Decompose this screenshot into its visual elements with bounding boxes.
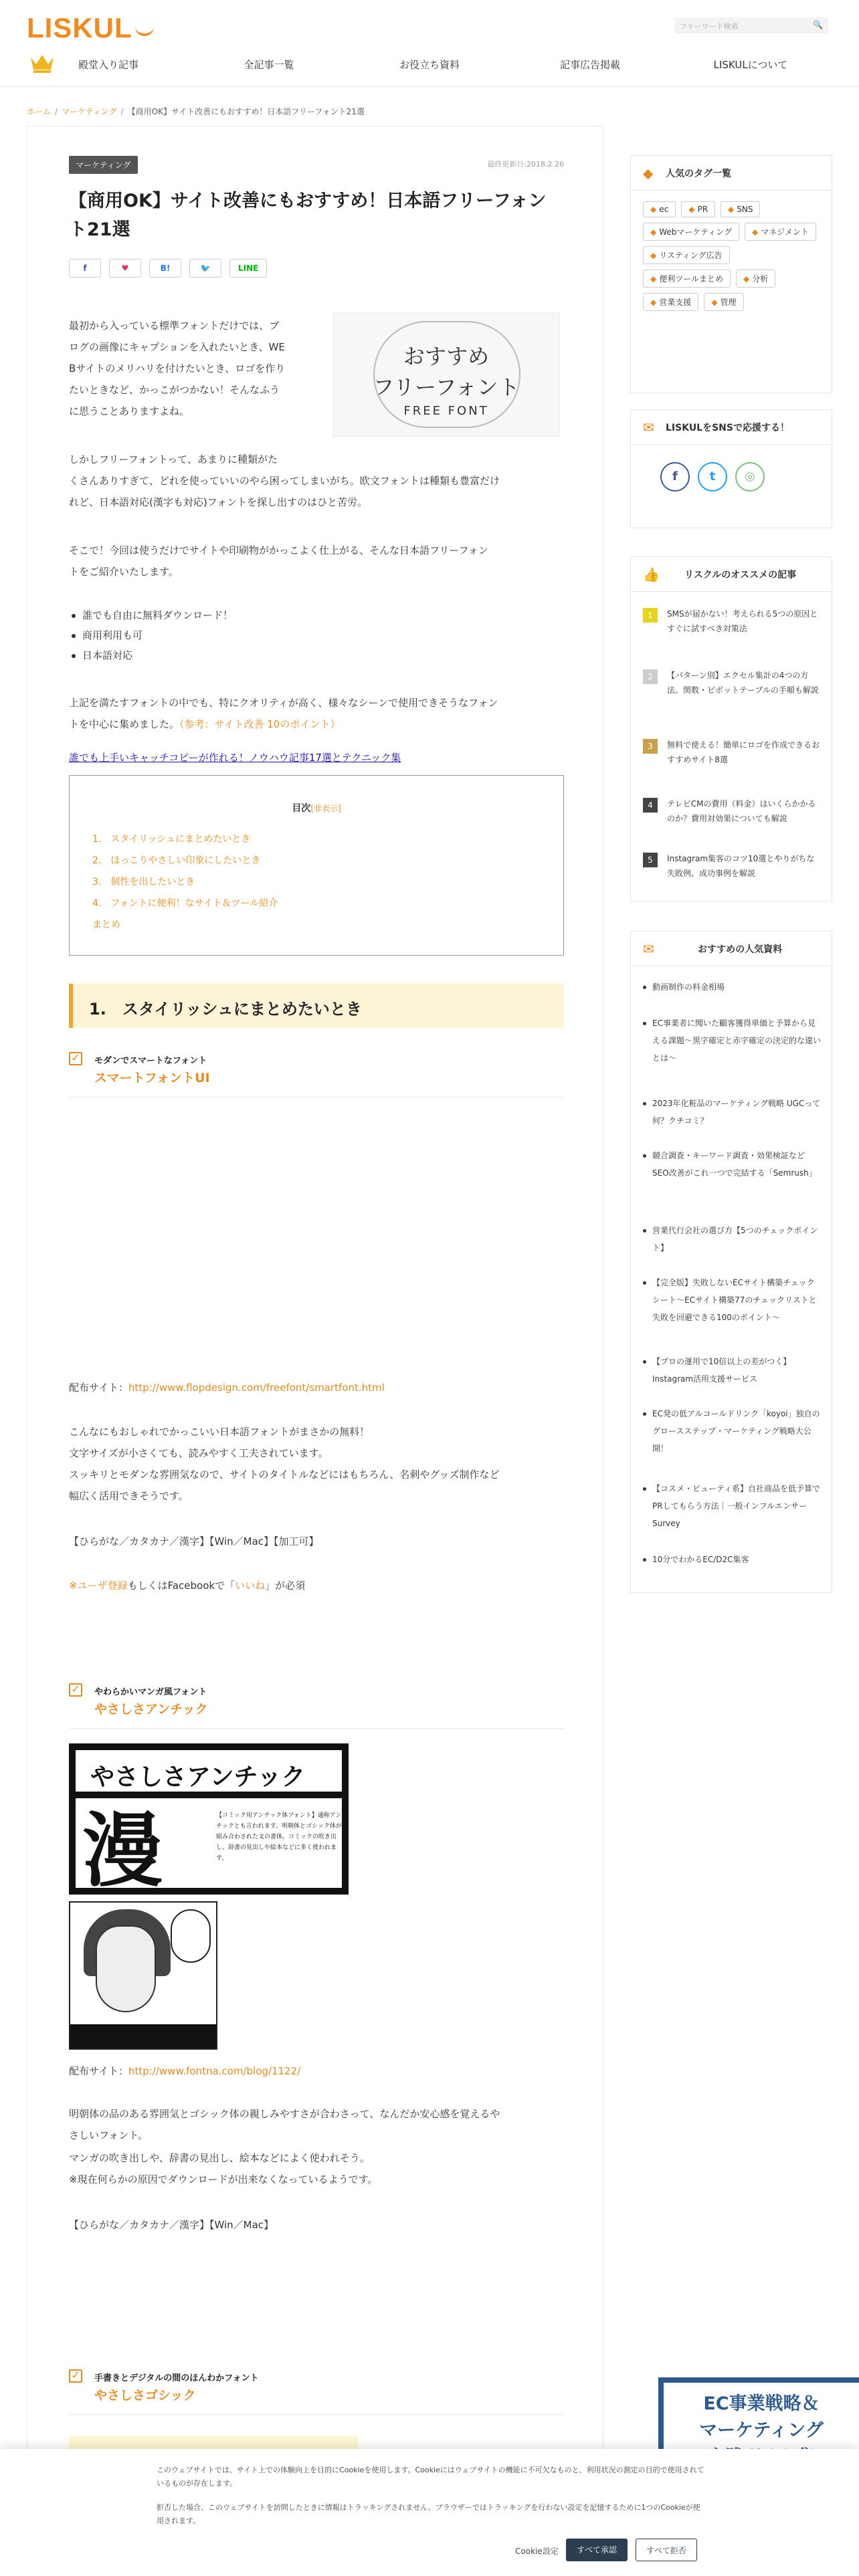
- resource-item[interactable]: 動画制作の料金相場: [643, 978, 821, 996]
- list-item: 日本語対応: [82, 645, 233, 665]
- hero-line2: フリーフォント: [373, 374, 520, 400]
- global-nav: [0, 47, 859, 87]
- font-heading: [69, 1049, 564, 1097]
- reject-all-button[interactable]: すべて拒否: [636, 2539, 697, 2561]
- resource-item[interactable]: 【コスメ・ビューティ系】自社商品を低予算でPRしてもらう方法｜一般インフルエンサーSurvey: [643, 1480, 821, 1532]
- tag-icon: ◆: [711, 298, 718, 307]
- toc-title: 目次[非表示]: [292, 803, 341, 814]
- widget-title: リスクルのオススメの記事: [684, 570, 797, 580]
- recommended-widget: 👍 リスクルのオススメの記事 1 SMSが届かない！考えられる5つの原因とすぐに試すべき対策法 2 【パターン別】エクセル集計の4つの方法。関数・ピボットテーブルの手順も解説 3 無料で使える！簡単にロゴを作成できるおすすめサイト8選 4 テレビCMの費用（料金）はいくらかかるのか？費用対効果についても解説 5 Instagram集客のコツ10選とやりがちな失敗例、成功事例を解説: [630, 556, 832, 901]
- share-buttons: [69, 259, 267, 278]
- body-line: れど、日本語対応(漢字も対応)フォントを探し出すのはひと苦労。: [69, 496, 367, 508]
- toc-item[interactable]: 4. フォントに便利！なサイト＆ツール紹介: [92, 898, 278, 909]
- facebook-icon[interactable]: f: [660, 462, 690, 492]
- hero-line1: おすすめ: [403, 344, 490, 369]
- share-twitter-button[interactable]: 🐦: [189, 259, 221, 278]
- desc-line: マンガの吹き出しや、辞書の見出し、絵本などによく使われそう。: [69, 2152, 370, 2164]
- thumbs-up-icon: 👍: [643, 566, 660, 582]
- cookie-settings-link[interactable]: Cookie設定: [515, 2547, 559, 2556]
- tag-sns[interactable]: ◆ SNS: [721, 201, 760, 217]
- font-subtitle: モダンでスマートなフォント: [94, 1056, 207, 1066]
- toc-item[interactable]: 3. 個性を出したいとき: [92, 877, 195, 887]
- font-heading: [69, 2367, 564, 2415]
- distribution-site: 配布サイト：http://www.fontna.com/blog/1122/: [69, 2065, 301, 2077]
- distribution-url[interactable]: http://www.flopdesign.com/freefont/smartfont.html: [128, 1382, 385, 1394]
- like-link[interactable]: いいね: [235, 1580, 266, 1592]
- desc-line: こんなにもおしゃれでかっこいい日本語フォントがまさかの無料！: [69, 1426, 370, 1438]
- logo-text: LISKUL: [27, 12, 132, 43]
- share-hatena-button[interactable]: B!: [149, 259, 181, 278]
- body-line: くさんありすぎて、どれを使っていいのやら困ってしまいがち。欧文フォントは種類も豊富だけ: [69, 475, 500, 487]
- search-placeholder: フリーワード検索: [680, 22, 739, 31]
- desc-line: スッキリとモダンな雰囲気なので、サイトのタイトルなどにはもちろん、名刺やグッズ制作など: [69, 1469, 500, 1481]
- intro-line: たいときなど、かっこがつかない！そんなふう: [69, 384, 280, 396]
- desc-line: さしいフォント。: [69, 2129, 148, 2141]
- body-line: トをご紹介いたします。: [69, 566, 179, 578]
- toc-item[interactable]: まとめ: [92, 920, 120, 930]
- tag-pr[interactable]: ◆ PR: [681, 201, 715, 217]
- cookie-text: このウェブサイトでは、サイト上での体験向上を目的にCookieを使用します。Cookieにはウェブサイトの機能に不可欠なものと、利用状況の測定の目的で使用されているものが存在します。: [157, 2466, 704, 2488]
- tag-icon: ◆: [650, 205, 657, 214]
- font-tags: 【ひらがな／カタカナ／漢字】【Win／Mac】: [69, 2219, 274, 2231]
- nav-item-all-articles[interactable]: 全記事一覧: [244, 59, 294, 71]
- widget-title: おすすめの人気資料: [698, 944, 783, 955]
- resource-item[interactable]: 10分でわかるEC/D2C集客: [643, 1551, 821, 1568]
- share-pocket-button[interactable]: ♥: [109, 259, 141, 278]
- popular-resources-widget: [630, 931, 832, 1593]
- tag-listing-ads[interactable]: ◆ リスティング広告: [643, 246, 730, 264]
- tag-analysis[interactable]: ◆ 分析: [736, 270, 775, 288]
- tag-icon: ◆: [650, 298, 657, 307]
- font-tags: 【ひらがな／カタカナ／漢字】【Win／Mac】【加工可】: [69, 1535, 319, 1547]
- desc-line: 明朝体の品のある雰囲気とゴシック体の親しみやすさが合わさって、なんだか安心感を覚えるや: [69, 2108, 500, 2120]
- toc-toggle[interactable]: [非表示]: [310, 804, 341, 813]
- tag-icon: ◆: [728, 205, 735, 214]
- tag-icon: ◆: [751, 227, 759, 237]
- resource-item[interactable]: 競合調査・キーワード調査・効果検証などSEO改善がこれ一つで完結する「Semrush」: [643, 1147, 821, 1182]
- toc-item[interactable]: 2. ほっこりやさしい印象にしたいとき: [92, 855, 261, 866]
- font-subtitle: やわらかいマンガ風フォント: [94, 1687, 207, 1697]
- intro-line: Bサイトのメリハリを付けたいとき、ロゴを作り: [69, 362, 286, 374]
- user-register-link[interactable]: ユーザ登録: [77, 1580, 128, 1592]
- desc-line: 幅広く活用できそうです。: [69, 1490, 189, 1502]
- promo-link[interactable]: 誰でも上手いキャッチコピーが作れる！ノウハウ記事17選とテクニック集: [69, 752, 401, 764]
- desc-line: ※現在何らかの原因でダウンロードが出来なくなっているようです。: [69, 2173, 378, 2185]
- reference-link[interactable]: （参考：サイト改善 10のポイント）: [179, 718, 341, 730]
- feature-list: [82, 605, 233, 665]
- mail-icon: ✉: [643, 419, 654, 435]
- tag-management[interactable]: ◆ マネジメント: [745, 223, 816, 241]
- share-facebook-button[interactable]: f: [69, 259, 101, 278]
- resource-item[interactable]: EC事業者に聞いた顧客獲得単価と予算から見える課題〜黒字確定と赤字確定の決定的な違いとは〜: [643, 1014, 821, 1067]
- body-line: そこで！今回は使うだけでサイトや印刷物がかっこよく仕上がる、そんな日本語フリーフォン: [69, 544, 488, 556]
- list-item: 誰でも自由に無料ダウンロード！: [82, 605, 233, 625]
- ad-line: マーケティング: [699, 2420, 824, 2441]
- share-line-button[interactable]: LINE: [229, 259, 267, 278]
- feedly-icon[interactable]: ◎: [735, 462, 765, 492]
- popular-tags-widget: [630, 155, 832, 393]
- cookie-banner: [0, 2449, 859, 2576]
- breadcrumb: ホーム / マーケティング / 【商用OK】サイト改善にもおすすめ！日本語フリーフォント21選: [27, 107, 365, 116]
- tag-icon: ◆: [650, 251, 657, 260]
- body-line: 上記を満たすフォントの中でも、特にクオリティが高く、様々なシーンで使用できそうなフォン: [69, 697, 498, 709]
- breadcrumb-home[interactable]: ホーム: [27, 107, 52, 116]
- tag-icon: ◆: [650, 227, 657, 237]
- toc-item[interactable]: 1. スタイリッシュにまとめたいとき: [92, 834, 251, 845]
- body-line: トを中心に集めました。（参考：サイト改善 10のポイント）: [69, 718, 341, 730]
- logo-swoosh: [135, 24, 154, 36]
- breadcrumb-current: 【商用OK】サイト改善にもおすすめ！日本語フリーフォント21選: [127, 107, 365, 116]
- widget-title: LISKULをSNSで応援する！: [666, 423, 789, 433]
- check-icon: ✓: [69, 1052, 82, 1065]
- distribution-site: 配布サイト：http://www.flopdesign.com/freefont/smartfont.html: [69, 1382, 385, 1394]
- check-icon: ✓: [69, 2369, 82, 2383]
- resource-item[interactable]: 営業代行会社の選び方【5つのチェックポイント】: [643, 1222, 821, 1257]
- tag-icon: ◆: [688, 205, 695, 214]
- font-note: ※ユーザ登録もしくはFacebookで「いいね」が必須: [69, 1580, 306, 1592]
- tag-tools[interactable]: ◆ 便利ツールまとめ: [643, 270, 731, 288]
- sample-description: 【コミック用アンチック体フォント】通称アンチックとも言われます。明朝体とゴシック体が組み合わされた文の書体。コミックの吹き出し、辞書の見出しや絵本などに多く使われます。: [216, 1812, 342, 1862]
- font-name: やさしさアンチック: [94, 1702, 208, 1717]
- list-item: 商用利用も可: [82, 625, 233, 645]
- category-badge[interactable]: マーケティング: [69, 156, 138, 174]
- resource-item[interactable]: 【プロの運用で10倍以上の差がつく】Instagram活用支援サービス: [643, 1353, 821, 1388]
- tag-icon: ◆: [650, 274, 657, 284]
- ornament-frame: [373, 321, 520, 428]
- font-heading: [69, 1681, 564, 1729]
- hero-image: [332, 312, 560, 437]
- nav-item-hall-of-fame[interactable]: 殿堂入り記事: [78, 59, 138, 71]
- sample-kanji: 漫: [82, 1805, 163, 1898]
- article: [27, 126, 603, 2576]
- check-icon: ✓: [69, 1683, 82, 1697]
- updated-date: 最終更新日:2018.2.26: [487, 160, 564, 169]
- intro-line: に思うことありますよね。: [69, 405, 190, 417]
- manga-sample-image: [69, 1901, 217, 2050]
- font-name: スマートフォントUI: [94, 1071, 210, 1085]
- site-logo[interactable]: [27, 12, 154, 44]
- desc-line: 文字サイズが小さくても、読みやすく工夫されています。: [69, 1447, 328, 1459]
- tag-icon: ◆: [743, 274, 750, 284]
- tag-sales-support[interactable]: ◆ 営業支援: [643, 293, 698, 311]
- hero-line3: FREE FONT: [403, 404, 489, 418]
- ad-line: EC事業戦略＆: [703, 2393, 820, 2414]
- tag-icon: ◆: [643, 165, 654, 181]
- accept-all-button[interactable]: すべて承認: [566, 2539, 628, 2561]
- font-name: やさしさゴシック: [94, 2388, 196, 2403]
- sns-widget: [630, 409, 832, 528]
- nav-item-resources[interactable]: お役立ち資料: [399, 59, 460, 71]
- intro-line: ログの画像にキャプションを入れたいとき、WE: [69, 341, 285, 353]
- distribution-url[interactable]: http://www.fontna.com/blog/1122/: [128, 2065, 301, 2077]
- widget-title: 人気のタグ一覧: [666, 169, 731, 179]
- tag-web-marketing[interactable]: ◆ Webマーケティング: [643, 223, 739, 241]
- font-sample-image: [69, 1743, 349, 1898]
- article-title: 【商用OK】サイト改善にもおすすめ！日本語フリーフォント21選: [69, 191, 547, 241]
- nav-item-about[interactable]: LISKULについて: [713, 59, 788, 71]
- resource-item[interactable]: 【完全版】失敗しないECサイト構築チェックシート〜ECサイト構築77のチェックリストと失敗を回避できる100のポイント〜: [643, 1274, 821, 1326]
- tag-ec[interactable]: ◆ ec: [643, 201, 676, 217]
- tag-admin[interactable]: ◆ 管理: [704, 293, 743, 311]
- cookie-text: 拒否した場合、このウェブサイトを訪問したときに情報はトラッキングされません。ブラウザーではトラッキングを行わない設定を記憶するために1つのCookieが使用されます。: [157, 2503, 700, 2525]
- search-icon[interactable]: 🔍: [813, 20, 823, 29]
- nav-item-ads[interactable]: 記事広告掲載: [559, 59, 620, 71]
- intro-line: 最初から入っている標準フォントだけでは、ブ: [69, 320, 280, 332]
- site-header: [0, 0, 859, 47]
- twitter-icon[interactable]: t: [698, 462, 727, 492]
- section-heading: 1. スタイリッシュにまとめたいとき: [69, 984, 564, 1028]
- resource-item[interactable]: EC発の低アルコールドリンク「koyoi」独自のグロースステップ・マーケティング戦略大公開！: [643, 1405, 821, 1457]
- mail-icon: ✉: [643, 941, 654, 957]
- breadcrumb-category[interactable]: マーケティング: [62, 107, 117, 116]
- sample-title: やさしさアンチック: [76, 1750, 342, 1798]
- table-of-contents: [69, 775, 564, 956]
- font-subtitle: 手書きとデジタルの間のほんわかフォント: [94, 2373, 259, 2383]
- body-line: しかしフリーフォントって、あまりに種類がた: [69, 453, 278, 465]
- resource-item[interactable]: 2023年化粧品のマーケティング戦略 UGCって何？クチコミ？: [643, 1095, 821, 1130]
- search-input[interactable]: [674, 17, 828, 33]
